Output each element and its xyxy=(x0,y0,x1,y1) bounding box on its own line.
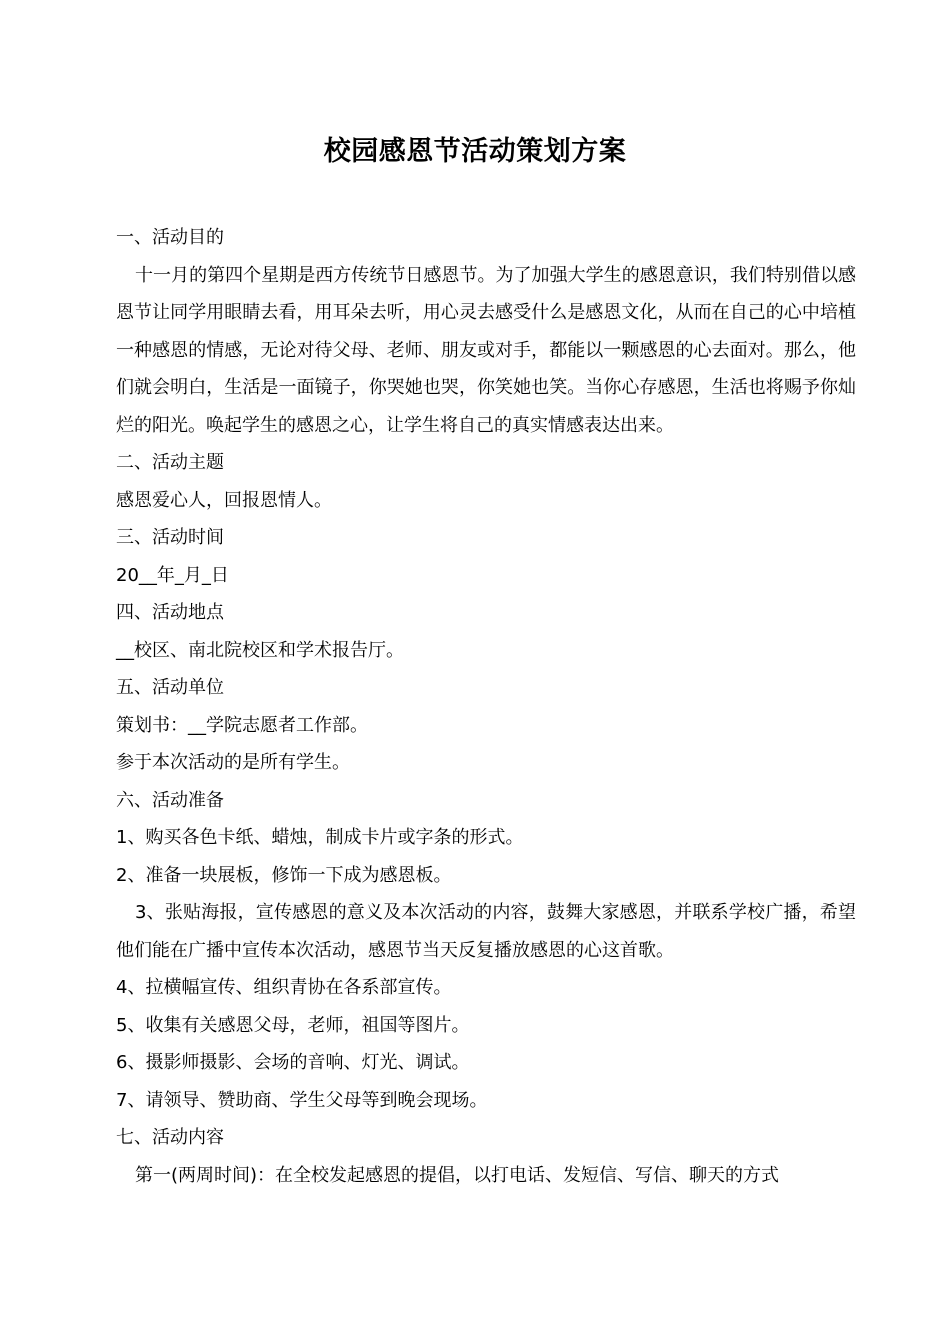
section-heading: 五、活动单位 xyxy=(116,677,224,698)
text-line: 参于本次活动的是所有学生。 xyxy=(116,752,350,773)
text-line: 4、拉横幅宣传、组织青协在各系部宣传。 xyxy=(116,977,452,998)
text-line: 20__年_月_日 xyxy=(116,564,229,586)
document-body xyxy=(116,219,856,1194)
section-heading: 一、活动目的 xyxy=(116,227,224,248)
text-line: 7、请领导、赞助商、学生父母等到晚会现场。 xyxy=(116,1089,488,1111)
document-title: 校园感恩节活动策划方案 xyxy=(323,136,627,167)
text-line: 感恩爱心人，回报恩情人。 xyxy=(116,489,332,511)
paragraph: 第一(两周时间)：在全校发起感恩的提倡，以打电话、发短信、写信、聊天的方式 xyxy=(135,1164,780,1186)
paragraph: 3、张贴海报，宣传感恩的意义及本次活动的内容，鼓舞大家感恩，并联系学校广播，希望他们能在广播中宣传本次活动，感恩节当天反复播放感恩的心这首歌。 xyxy=(116,902,856,961)
section-heading: 三、活动时间 xyxy=(116,527,224,548)
text-line: __校区、南北院校区和学术报告厅。 xyxy=(116,639,404,661)
paragraph: 十一月的第四个星期是西方传统节日感恩节。为了加强大学生的感恩意识，我们特别借以感恩节让同学用眼睛去看，用耳朵去听，用心灵去感受什么是感恩文化，从而在自己的心中培植一种感恩的情感，无论对待父母、老师、朋友或对手，都能以一颗感恩的心去面对。那么，他们就会明白，生活是一面镜子，你哭她也哭，你笑她也笑。当你心存感恩，生活也将赐予你灿烂的阳光。唤起学生的感恩之心，让学生将自己的真实情感表达出来。 xyxy=(116,264,856,436)
section-heading: 二、活动主题 xyxy=(116,452,224,473)
section-heading: 四、活动地点 xyxy=(116,602,224,623)
text-line: 1、购买各色卡纸、蜡烛，制成卡片或字条的形式。 xyxy=(116,827,524,848)
text-line: 6、摄影师摄影、会场的音响、灯光、调试。 xyxy=(116,1052,470,1073)
section-heading: 六、活动准备 xyxy=(116,789,224,811)
text-line: 2、准备一块展板，修饰一下成为感恩板。 xyxy=(116,864,452,886)
section-heading: 七、活动内容 xyxy=(116,1127,224,1148)
text-line: 5、收集有关感恩父母，老师，祖国等图片。 xyxy=(116,1014,470,1036)
text-line: 策划书：__学院志愿者工作部。 xyxy=(116,714,368,736)
